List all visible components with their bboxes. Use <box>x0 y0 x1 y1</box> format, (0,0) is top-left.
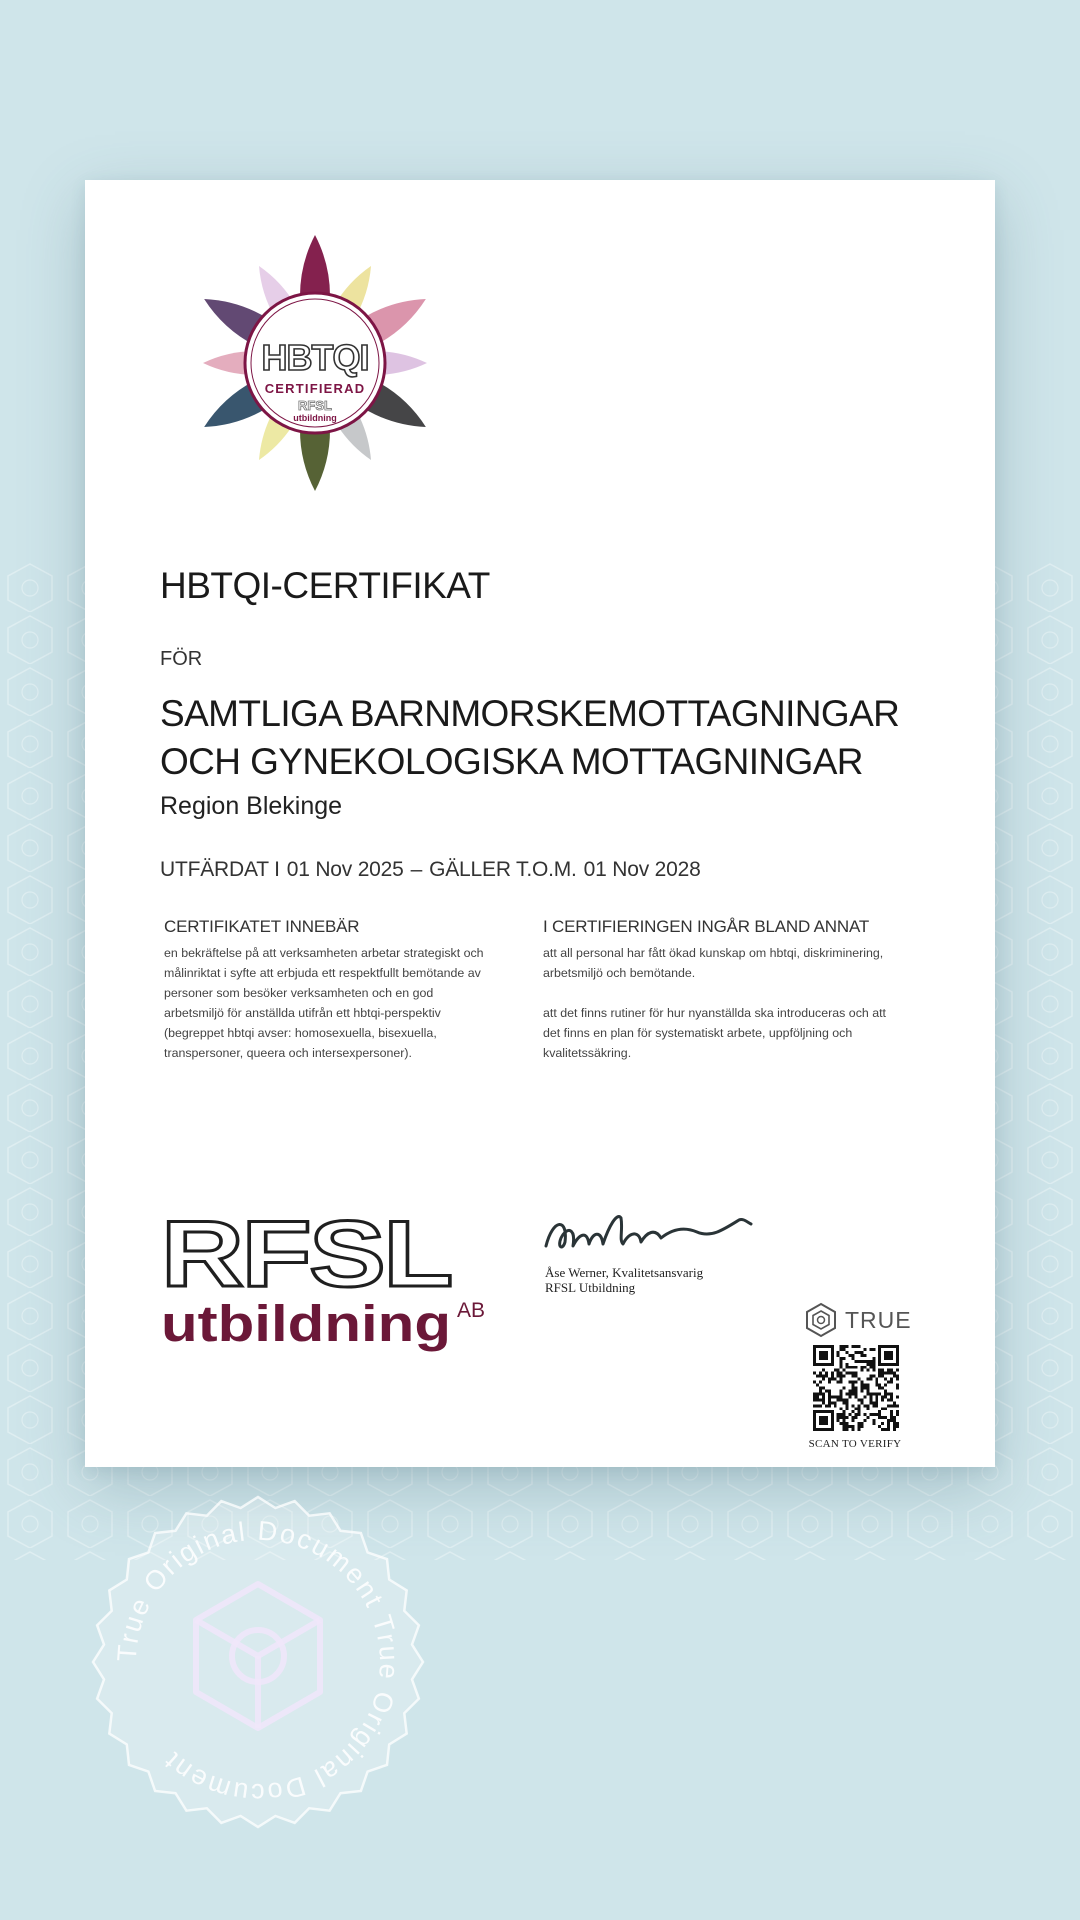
section-paragraph: en bekräftelse på att verksamheten arbetar strategiskt och målinriktat i syfte att erbjuda ett respektfullt bemötande av personer som besöker verksamheten och en god arbetsmiljö för anställda utifrån ett hbtqi-perspektiv (begreppet hbtqi avser: homosexuella, bisexuella, transpersoner, queera och intersexpersoner). <box>164 946 484 1060</box>
handwritten-signature <box>543 1208 753 1258</box>
section-heading: CERTIFIKATET INNEBÄR <box>164 917 360 936</box>
scan-to-verify-label: SCAN TO VERIFY <box>808 1438 902 1450</box>
badge-line1: HBTQI <box>261 337 369 378</box>
issued-date: 01 Nov 2025 <box>286 858 404 881</box>
badge-line3: RFSL <box>298 398 332 413</box>
true-hex-icon <box>803 1302 839 1338</box>
section-heading: I CERTIFIERINGEN INGÅR BLAND ANNAT <box>543 917 870 936</box>
certificate-card <box>85 180 995 1467</box>
recipient-region: Region Blekinge <box>160 792 343 820</box>
valid-date: 01 Nov 2028 <box>583 858 701 881</box>
valid-label: GÄLLER T.O.M. <box>429 858 577 881</box>
logo-sub: utbildning <box>161 1295 451 1352</box>
logo-suffix: AB <box>457 1299 486 1322</box>
validity-line <box>160 858 701 882</box>
signer-org: RFSL Utbildning <box>545 1280 636 1295</box>
hbtqi-certified-badge <box>195 235 435 497</box>
for-label: FÖR <box>160 648 203 670</box>
section-certificate-means <box>164 917 484 1083</box>
validity-separator: – <box>410 858 423 881</box>
verify-qr-code[interactable] <box>813 1345 899 1431</box>
signer-name: Åse Werner, Kvalitetsansvarig <box>545 1265 704 1280</box>
logo-main: RFSL <box>161 1214 451 1306</box>
rfsl-utbildning-logo <box>159 1214 499 1364</box>
section-paragraph: att all personal har fått ökad kunskap om hbtqi, diskriminering, arbetsmiljö och bemötande. <box>543 946 884 980</box>
badge-line2: CERTIFIERAD <box>264 381 366 396</box>
issued-label: UTFÄRDAT I <box>160 858 280 881</box>
section-certification-includes <box>543 917 903 1083</box>
recipient-name: SAMTLIGA BARNMORSKEMOTTAGNINGAR OCH GYNEKOLOGISKA MOTTAGNINGAR <box>160 693 900 782</box>
seal-text: True Original Document True Original Document <box>111 1515 405 1809</box>
section-paragraph: att det finns rutiner för hur nyanställda ska introduceras och att det finns en plan för systematiskt arbete, uppföljning och kvalitetssäkring. <box>543 1006 886 1060</box>
signer-block <box>545 1265 703 1295</box>
true-original-document-seal <box>88 1492 428 1832</box>
true-brand <box>803 1302 912 1338</box>
true-brand-text: TRUE <box>845 1306 912 1333</box>
certificate-title: HBTQI-CERTIFIKAT <box>160 565 490 606</box>
badge-line4: utbildning <box>293 413 337 423</box>
